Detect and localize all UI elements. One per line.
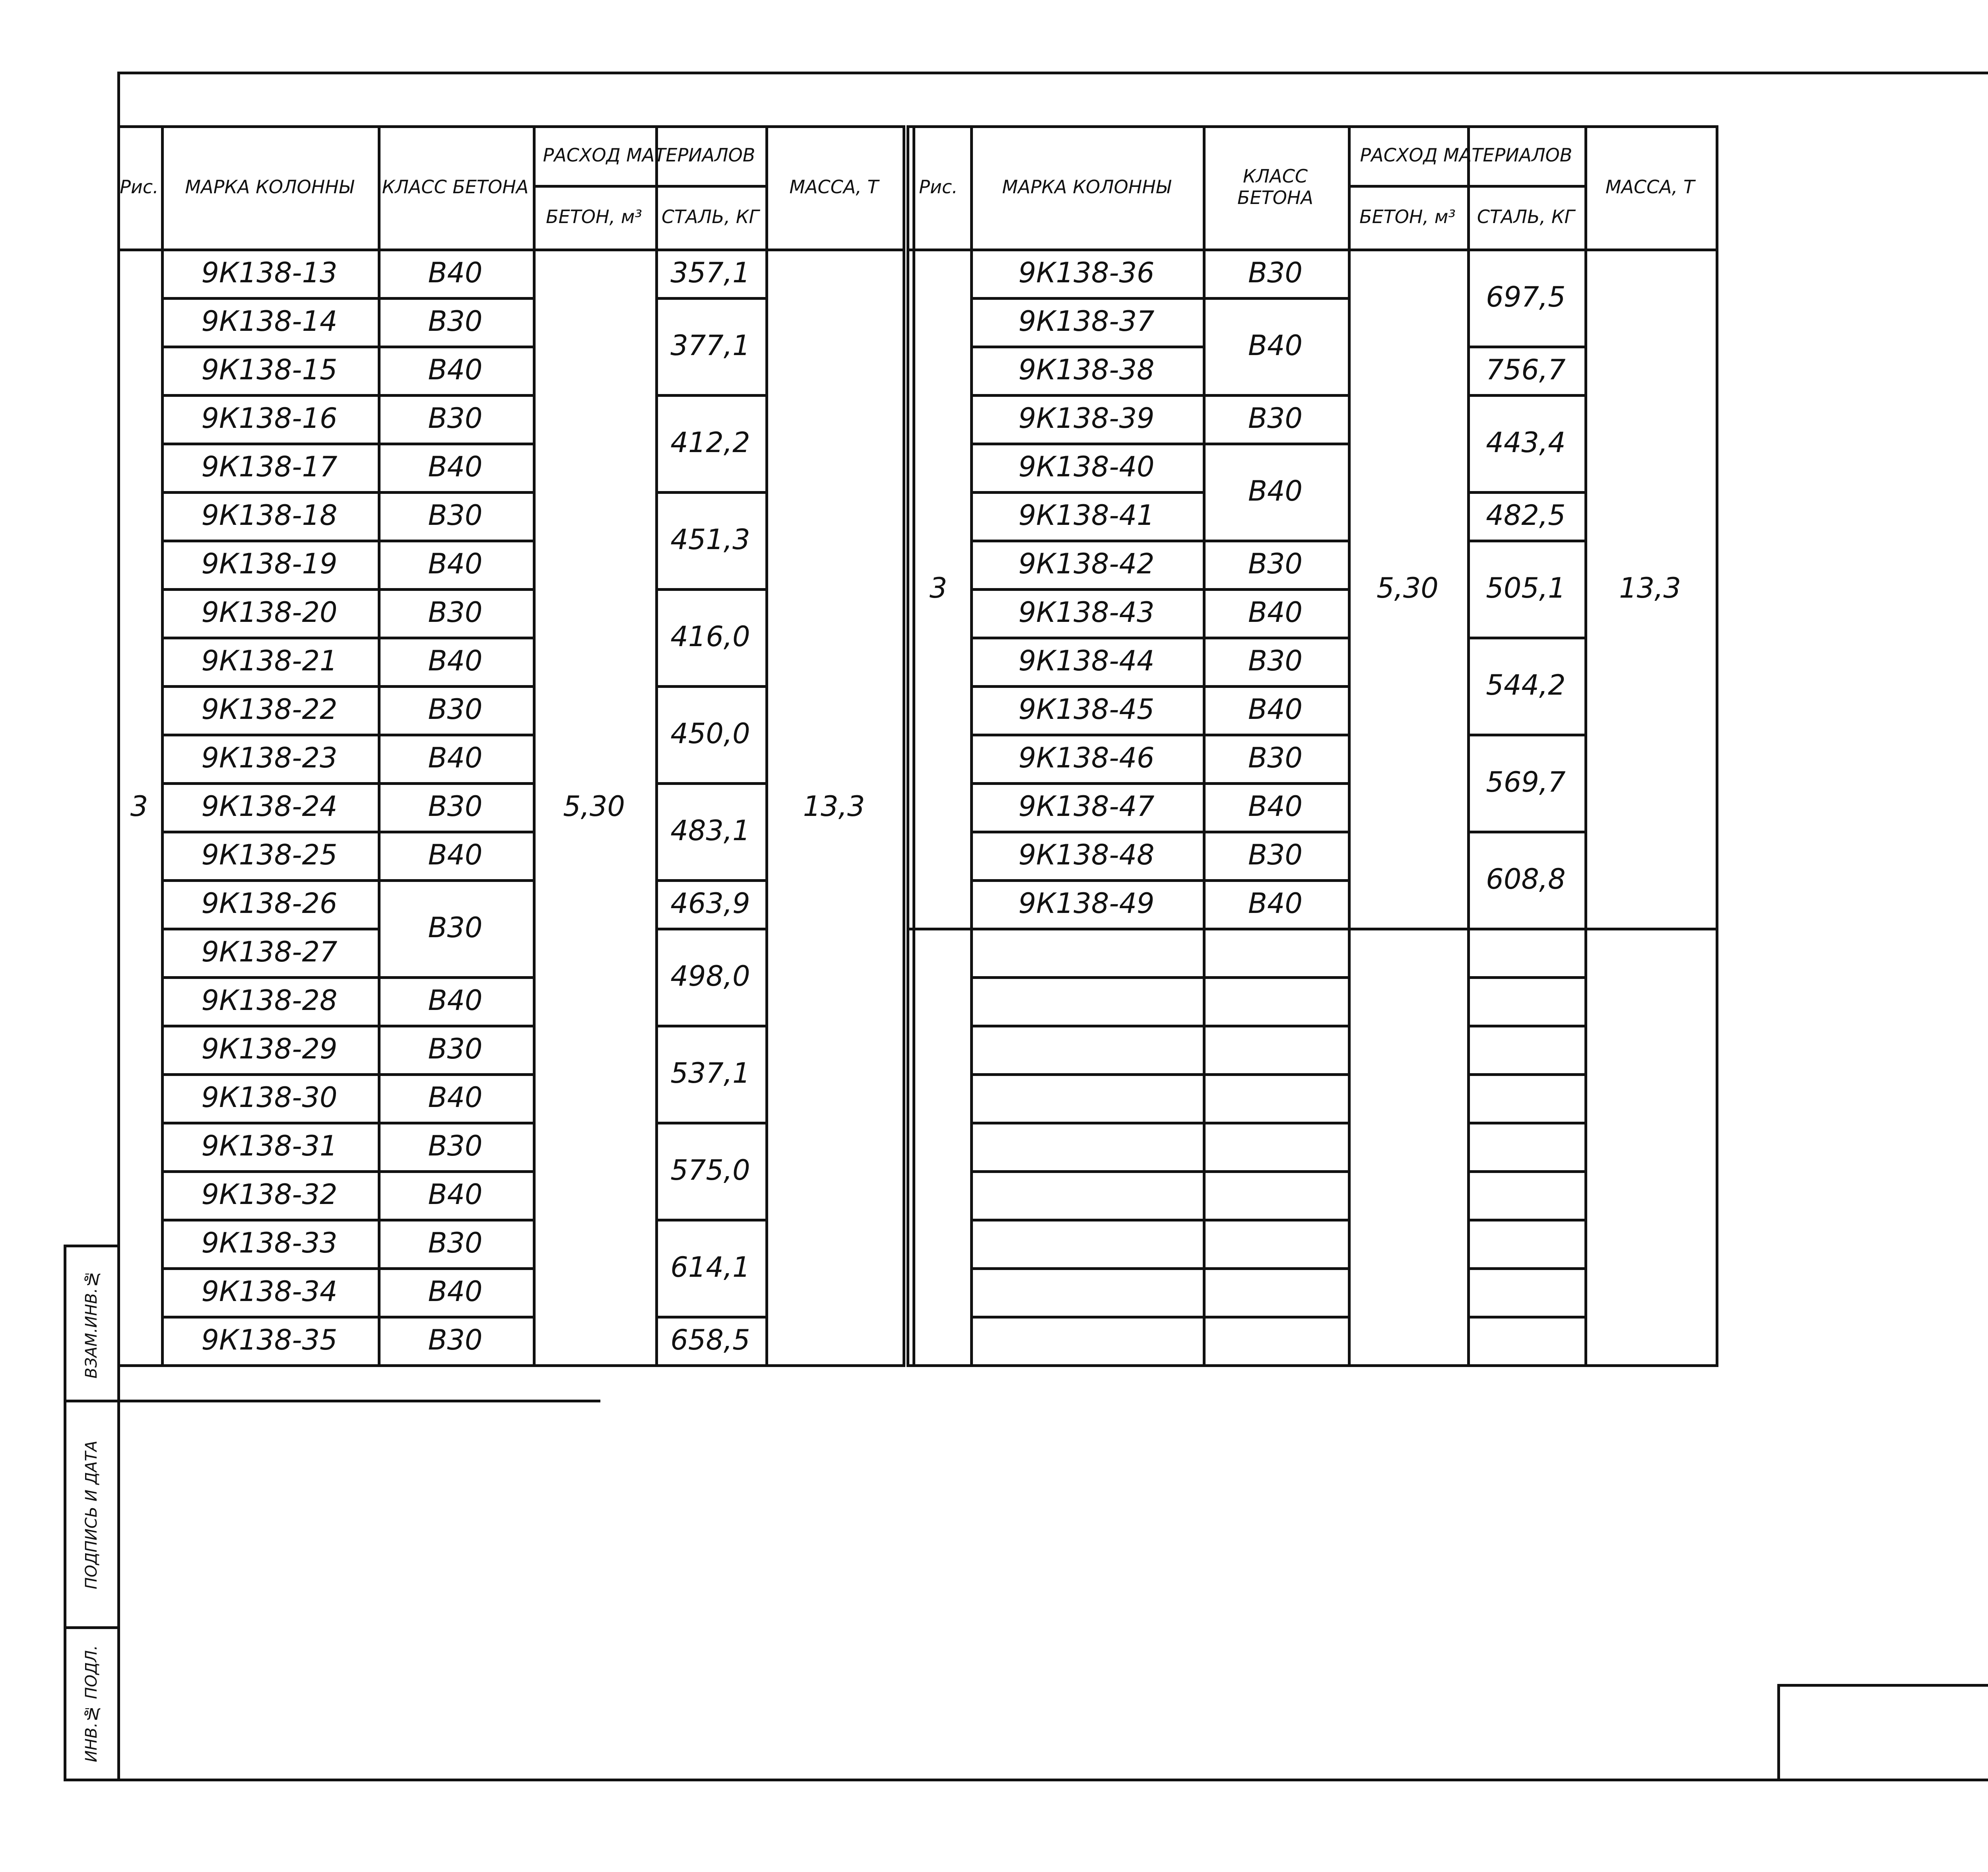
left_table-steel-value: 451,3 (670, 523, 750, 556)
left_table-steel-value: 575,0 (670, 1154, 750, 1187)
grid-line (1203, 1267, 1348, 1270)
right_table-hdr-klass: КЛАСС БЕТОНА (1237, 165, 1313, 208)
right_table-row-mark: 9К138-49 (1018, 887, 1155, 920)
left_table-steel-value: 416,0 (670, 620, 750, 653)
side-strip-top (64, 1245, 119, 1247)
left_table-row-mark: 9К138-30 (201, 1081, 338, 1114)
right_table-steel-value: 544,2 (1486, 669, 1566, 701)
left_table-hdr-rashod: РАСХОД МАТЕРИАЛОВ (543, 144, 755, 166)
left_table-steel-value: 357,1 (670, 256, 750, 289)
grid-line (1467, 976, 1584, 979)
grid-line (1467, 1073, 1584, 1076)
left_table-steel-value: 658,5 (670, 1324, 750, 1356)
grid-line (970, 1316, 1203, 1319)
grid-line (161, 1364, 378, 1367)
left_table-row-class: В30 (428, 305, 483, 338)
grid-line (1467, 1122, 1584, 1124)
left_table-row-class: В40 (428, 742, 483, 774)
right_table-row-class: В30 (1248, 548, 1303, 580)
grid-line (1203, 1364, 1348, 1367)
left_table-row-mark: 9К138-35 (201, 1324, 338, 1356)
left_table-steel-value: 377,1 (670, 329, 750, 362)
right_table-hdr-rashod: РАСХОД МАТЕРИАЛОВ (1360, 144, 1573, 166)
left_table-row-class: В30 (428, 1227, 483, 1259)
right_table-steel-value: 482,5 (1486, 499, 1566, 532)
left_table-row-class: В30 (428, 1130, 483, 1162)
right_table-row-class: В30 (1248, 402, 1303, 435)
grid-line (1203, 1025, 1348, 1027)
left_table-row-mark: 9К138-26 (201, 887, 338, 920)
title-stamp (1777, 1684, 1988, 1781)
left_table-row-class: В40 (428, 1178, 483, 1211)
right_table-row-class: В30 (1248, 839, 1303, 871)
left_table-ris-value: 3 (130, 790, 148, 823)
left_table-hdr-massa: МАССА, Т (789, 176, 879, 198)
right_table-hdr-beton: БЕТОН, м³ (1359, 206, 1456, 227)
right_table-row-class: В30 (1248, 742, 1303, 774)
right_table-row-mark: 9К138-38 (1018, 353, 1155, 386)
right_table-row-mark: 9К138-44 (1018, 645, 1155, 677)
right_table-row-mark: 9К138-39 (1018, 402, 1155, 435)
right_table-hdr-stal: СТАЛЬ, КГ (1477, 206, 1575, 227)
grid-line (1467, 1025, 1584, 1027)
right_table-row-mark: 9К138-41 (1018, 499, 1155, 532)
left_table-row-mark: 9К138-18 (201, 499, 338, 532)
left_table-row-mark: 9К138-20 (201, 596, 338, 629)
right_table-row-class: В30 (1248, 256, 1303, 289)
side-podpis: ПОДПИСЬ И ДАТА (82, 1441, 101, 1589)
grid-line (378, 1364, 533, 1367)
grid-line (1203, 1170, 1348, 1173)
grid-line (970, 1267, 1203, 1270)
right_table-steel-value: 569,7 (1486, 766, 1566, 798)
right_table-row-class: В30 (1248, 645, 1303, 677)
grid-line (1203, 1122, 1348, 1124)
grid-line (970, 1122, 1203, 1124)
side-vzam: ВЗАМ.ИНВ.№ (82, 1270, 101, 1379)
grid-line (1467, 1316, 1584, 1319)
left_table-massa-value: 13,3 (803, 790, 865, 823)
right_table-hdr-massa: МАССА, Т (1605, 176, 1695, 198)
grid-line (970, 1219, 1203, 1221)
right_table-row-mark: 9К138-47 (1018, 790, 1155, 823)
right_table-row-class: В40 (1248, 596, 1303, 629)
grid-line (1467, 1170, 1584, 1173)
grid-line (1467, 1364, 1584, 1367)
grid-line (970, 976, 1203, 979)
left_table-row-class: В30 (428, 402, 483, 435)
grid-line (1716, 125, 1718, 1364)
right_table-steel-value: 505,1 (1486, 572, 1566, 604)
right_table-hdr-marka: МАРКА КОЛОННЫ (1002, 176, 1171, 198)
right_table-row-mark: 9К138-40 (1018, 451, 1155, 483)
left_table-row-mark: 9К138-17 (201, 451, 338, 483)
right_table-row-mark: 9К138-37 (1018, 305, 1155, 338)
right_table-row-mark: 9К138-43 (1018, 596, 1155, 629)
left_table-row-mark: 9К138-29 (201, 1033, 338, 1065)
right_table-row-mark: 9К138-36 (1018, 256, 1155, 289)
grid-line (970, 1170, 1203, 1173)
side-inv: ИНВ.№ ПОДЛ. (82, 1645, 101, 1763)
left_table-row-class: В30 (428, 693, 483, 726)
left_table-steel-value: 498,0 (670, 960, 750, 992)
left_table-row-mark: 9К138-19 (201, 548, 338, 580)
left_table-row-mark: 9К138-14 (201, 305, 338, 338)
left_table-row-mark: 9К138-23 (201, 742, 338, 774)
left_table-row-class: В30 (428, 790, 483, 823)
left_table-row-mark: 9К138-16 (201, 402, 338, 435)
left_table-row-class: В40 (428, 839, 483, 871)
right_table-row-mark: 9К138-42 (1018, 548, 1155, 580)
left_table-hdr-beton: БЕТОН, м³ (546, 206, 642, 227)
right_table-row-class: В40 (1248, 693, 1303, 726)
grid-line (655, 1364, 765, 1367)
left_table-row-class: В40 (428, 353, 483, 386)
left_table-row-mark: 9К138-21 (201, 645, 338, 677)
left_table-row-mark: 9К138-22 (201, 693, 338, 726)
grid-line (970, 1025, 1203, 1027)
side-divider-1 (64, 1400, 600, 1402)
grid-line (903, 125, 905, 1364)
side-divider-2 (64, 1626, 119, 1629)
left_table-row-class: В30 (428, 911, 483, 944)
left_table-row-mark: 9К138-25 (201, 839, 338, 871)
left_table-row-mark: 9К138-31 (201, 1130, 338, 1162)
left_table-row-class: В40 (428, 256, 483, 289)
grid-line (907, 928, 1718, 930)
left_table-row-class: В40 (428, 451, 483, 483)
left_table-row-class: В40 (428, 1081, 483, 1114)
left_table-steel-value: 483,1 (670, 814, 750, 847)
grid-line (912, 125, 915, 1364)
right_table-ris-value: 3 (929, 572, 947, 604)
side-strip-border (64, 1245, 66, 1781)
grid-line (1203, 1073, 1348, 1076)
right_table-row-class: В40 (1248, 887, 1303, 920)
left_table-steel-value: 537,1 (670, 1057, 750, 1089)
right_table-row-mark: 9К138-46 (1018, 742, 1155, 774)
right_table-row-mark: 9К138-48 (1018, 839, 1155, 871)
grid-line (1203, 976, 1348, 979)
left_table-row-mark: 9К138-13 (201, 256, 338, 289)
left_table-hdr-stal: СТАЛЬ, КГ (661, 206, 759, 227)
grid-line (1203, 1316, 1348, 1319)
left_table-row-mark: 9К138-34 (201, 1275, 338, 1308)
left_table-row-class: В40 (428, 645, 483, 677)
grid-line (1467, 1219, 1584, 1221)
grid-line (970, 1073, 1203, 1076)
grid-line (1467, 1267, 1584, 1270)
left_table-row-class: В40 (428, 1275, 483, 1308)
grid-line (1203, 1219, 1348, 1221)
left_table-row-class: В30 (428, 1324, 483, 1356)
right_table-hdr-ris: Рис. (919, 176, 958, 198)
left_table-row-mark: 9К138-15 (201, 353, 338, 386)
right_table-steel-value: 608,8 (1486, 863, 1566, 895)
right_table-row-class: В40 (1248, 475, 1303, 507)
left_table-hdr-klass: КЛАСС БЕТОНА (382, 176, 529, 198)
left_table-row-class: В30 (428, 596, 483, 629)
stamp-code (1780, 1687, 1988, 1782)
right_table-beton-value: 5,30 (1376, 572, 1439, 604)
right_table-row-mark: 9К138-45 (1018, 693, 1155, 726)
right_table-massa-value: 13,3 (1619, 572, 1681, 604)
left_table-steel-value: 463,9 (670, 887, 750, 920)
left_table-row-mark: 9К138-33 (201, 1227, 338, 1259)
right_table-row-class: В40 (1248, 790, 1303, 823)
left_table-row-mark: 9К138-27 (201, 936, 338, 968)
right_table-row-class: В40 (1248, 329, 1303, 362)
grid-line (970, 1364, 1203, 1367)
left_table-row-class: В30 (428, 1033, 483, 1065)
side-strip-bottom (64, 1779, 119, 1781)
right_table-steel-value: 756,7 (1486, 353, 1566, 386)
left_table-row-mark: 9К138-32 (201, 1178, 338, 1211)
left_table-row-class: В40 (428, 984, 483, 1017)
left_table-row-mark: 9К138-24 (201, 790, 338, 823)
left_table-beton-value: 5,30 (563, 790, 625, 823)
left_table-hdr-marka: МАРКА КОЛОННЫ (185, 176, 354, 198)
left_table-steel-value: 450,0 (670, 717, 750, 750)
left_table-row-mark: 9К138-28 (201, 984, 338, 1017)
left_table-row-class: В40 (428, 548, 483, 580)
left_table-steel-value: 412,2 (670, 426, 750, 459)
left_table-hdr-ris: Рис. (120, 176, 159, 198)
right_table-steel-value: 443,4 (1486, 426, 1566, 459)
left_table-row-class: В30 (428, 499, 483, 532)
left_table-steel-value: 614,1 (670, 1251, 750, 1284)
right_table-steel-value: 697,5 (1486, 281, 1566, 313)
